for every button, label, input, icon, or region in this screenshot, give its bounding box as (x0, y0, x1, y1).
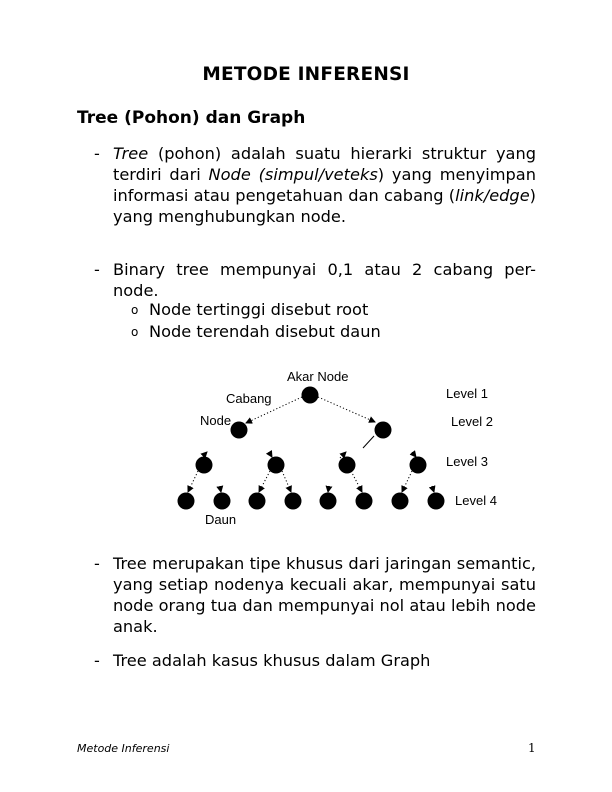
bullet-marker: - (94, 554, 100, 573)
subitem-marker: o (131, 325, 139, 339)
bullet-text: Tree adalah kasus khusus dalam Graph (113, 651, 431, 670)
bullet-text: Tree (pohon) adalah suatu hierarki struktur yang terdiri dari Node (simpul/veteks) yang menyimpan informasi atau pengetahuan dan cabang (link/edge) yang menghubungkan node. (113, 144, 536, 226)
subitem-marker: o (131, 303, 139, 317)
leaf-node (356, 493, 373, 510)
subitem-leaf (131, 322, 381, 341)
label-level-2: Level 2 (451, 414, 493, 429)
bullet-marker: - (94, 144, 100, 163)
label-leaf: Daun (205, 512, 237, 527)
section-heading: Tree (Pohon) dan Graph (77, 108, 306, 128)
tree-nodes (178, 387, 445, 510)
label-level-4: Level 4 (455, 493, 497, 508)
label-level-1: Level 1 (446, 386, 488, 401)
leaf-node (214, 493, 231, 510)
page-title: METODE INFERENSI (202, 64, 410, 85)
subitem-text: Node tertinggi disebut root (149, 300, 369, 319)
tree-diagram (170, 360, 510, 530)
label-level-3: Level 3 (446, 454, 488, 469)
bullet-marker: - (94, 651, 100, 670)
bullet-tree-graph (94, 650, 536, 671)
label-branch: Cabang (226, 391, 272, 406)
bullet-tree-definition (94, 143, 536, 227)
node (231, 422, 248, 439)
tree-edges (188, 397, 434, 492)
subitem-text: Node terendah disebut daun (149, 322, 381, 341)
label-node: Node (200, 413, 232, 428)
node (410, 457, 427, 474)
footer-title: Metode Inferensi (77, 742, 170, 755)
pointer-line (363, 436, 374, 448)
leaf-node (285, 493, 302, 510)
root-node (302, 387, 319, 404)
node (375, 422, 392, 439)
leaf-node (320, 493, 337, 510)
leaf-node (178, 493, 195, 510)
bullet-semantic-network (94, 553, 536, 637)
label-root: Akar Node (287, 369, 349, 384)
page-number: 1 (528, 741, 536, 755)
bullet-text: Binary tree mempunyai 0,1 atau 2 cabang per-node. (113, 260, 536, 300)
subitem-root (131, 300, 368, 319)
node (268, 457, 285, 474)
leaf-node (428, 493, 445, 510)
node (196, 457, 213, 474)
bullet-text: Tree merupakan tipe khusus dari jaringan semantic, yang setiap nodenya kecuali akar, mempunyai satu node orang tua dan mempunyai nol atau lebih node anak. (113, 554, 536, 636)
bullet-binary-tree (94, 259, 536, 301)
bullet-marker: - (94, 260, 100, 279)
leaf-node (249, 493, 266, 510)
leaf-node (392, 493, 409, 510)
node (339, 457, 356, 474)
